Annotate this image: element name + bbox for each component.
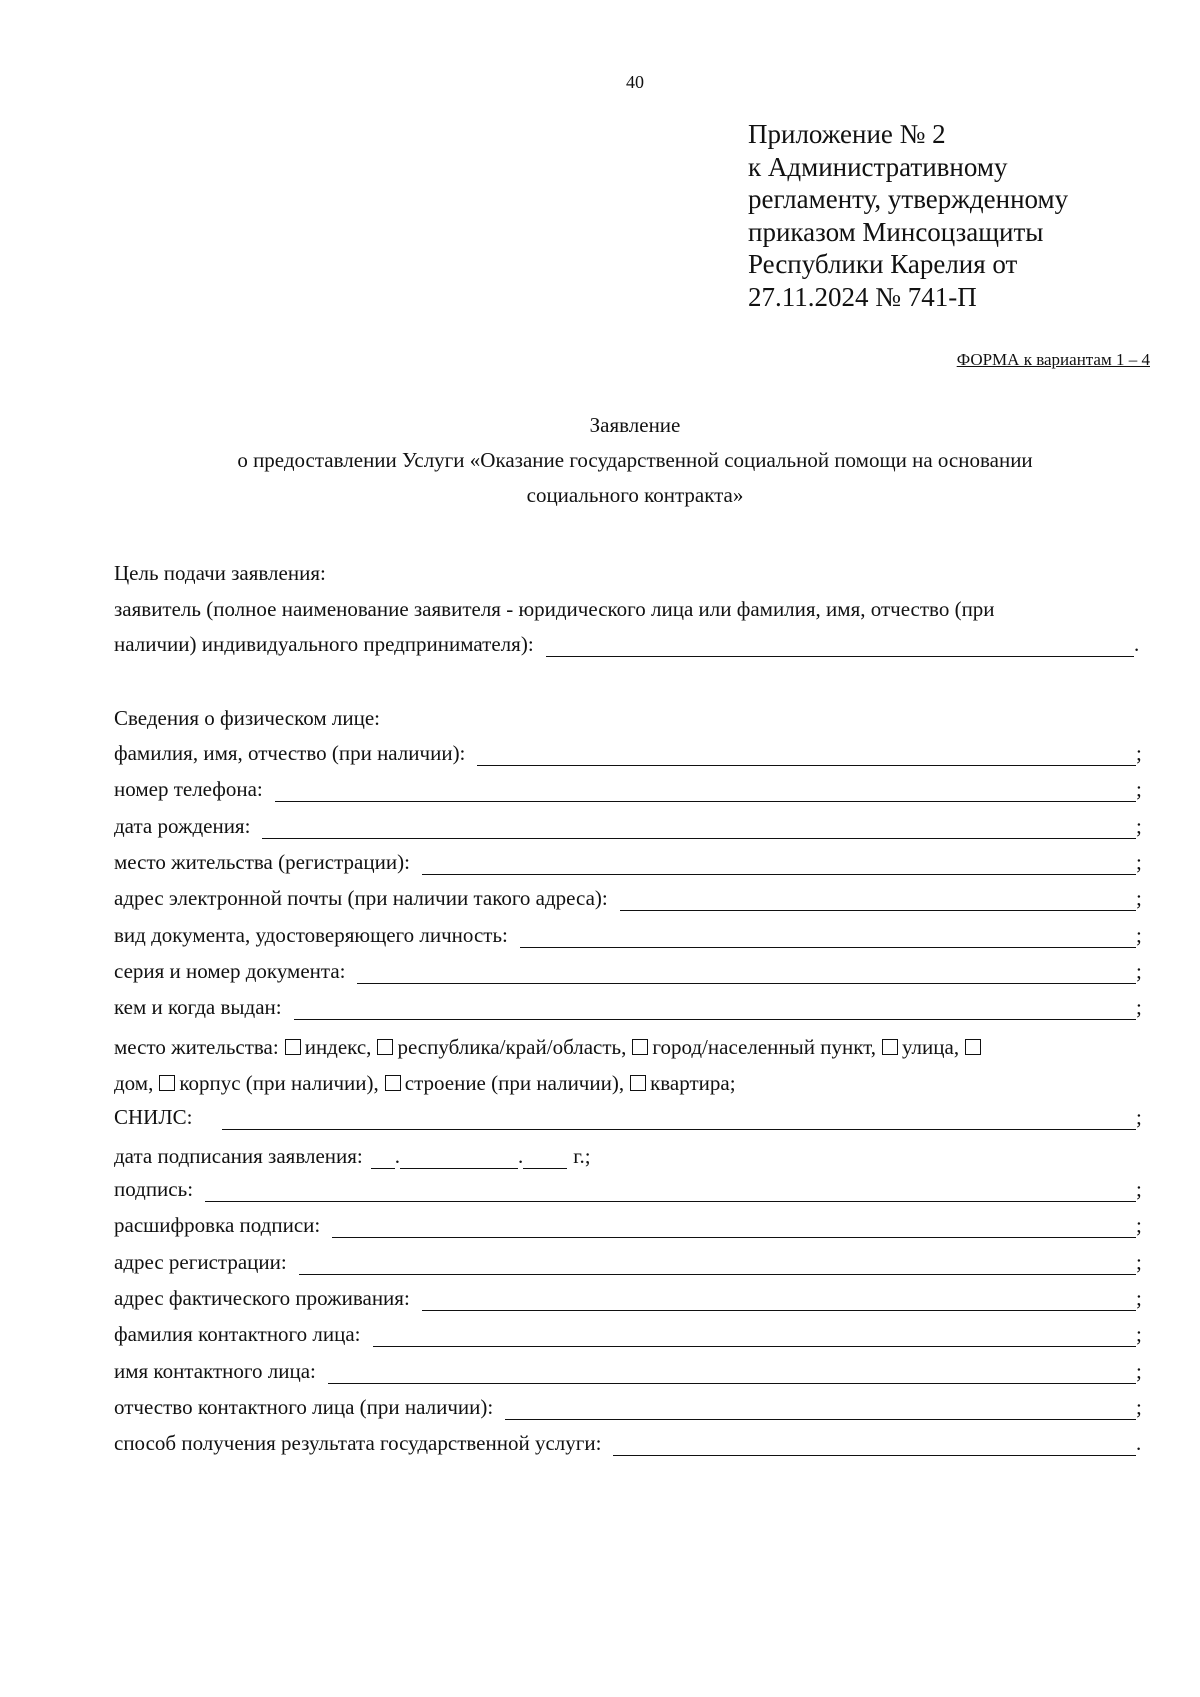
residence-label: место жительства: (114, 1035, 279, 1059)
field-blank[interactable] (373, 1324, 1136, 1347)
field-end: ; (1136, 1249, 1142, 1274)
residence-option: дом, (114, 1071, 154, 1095)
field-blank[interactable] (422, 852, 1136, 875)
applicant-line: заявитель (полное наименование заявителя - юридического лица или фамилия, имя, отчество (при (114, 597, 995, 621)
field-label: фамилия, имя, отчество (при наличии): (114, 741, 466, 765)
field-label: номер телефона: (114, 777, 263, 802)
form-field[interactable] (114, 845, 1144, 875)
field-end: ; (1136, 1394, 1142, 1419)
field-blank[interactable] (328, 1361, 1136, 1384)
signing-date-label: дата подписания заявления: (114, 1144, 363, 1168)
field-end: ; (1136, 849, 1142, 874)
form-field[interactable] (114, 1281, 1144, 1311)
field-blank[interactable] (299, 1252, 1136, 1275)
date-year-blank[interactable] (523, 1148, 567, 1169)
checkbox[interactable] (630, 1075, 646, 1091)
field-label: способ получения результата государственной услуги: (114, 1431, 602, 1456)
checkbox[interactable] (632, 1039, 648, 1055)
form-field[interactable] (114, 1172, 1144, 1202)
field-end: ; (1136, 1213, 1142, 1238)
purpose-heading: Цель подачи заявления: (114, 561, 326, 585)
field-blank[interactable] (275, 779, 1136, 802)
form-field[interactable] (114, 1390, 1144, 1420)
appendix-line: Республики Карелия от (748, 249, 1018, 279)
form-field[interactable] (114, 809, 1144, 839)
field-blank[interactable] (620, 888, 1136, 911)
residence-option: корпус (при наличии), (179, 1071, 379, 1095)
form-field[interactable] (114, 918, 1144, 948)
residence-option: квартира; (650, 1071, 736, 1095)
document-subtitle (0, 443, 1200, 513)
field-label: отчество контактного лица (при наличии): (114, 1394, 494, 1419)
appendix-header (748, 118, 1068, 313)
page-number: 40 (626, 72, 644, 92)
field-blank[interactable] (505, 1397, 1136, 1420)
field-blank[interactable] (332, 1215, 1136, 1238)
appendix-line: к Административному (748, 151, 1008, 182)
field-end: ; (1136, 1358, 1142, 1383)
field-end: ; (1136, 813, 1142, 838)
snils-label: СНИЛС: (114, 1105, 193, 1129)
form-field[interactable] (114, 990, 1144, 1020)
form-field[interactable] (114, 1208, 1144, 1238)
field-blank[interactable] (357, 961, 1136, 984)
checkbox[interactable] (377, 1039, 393, 1055)
appendix-line: Приложение № 2 (748, 119, 946, 149)
residence-option: республика/край/область, (397, 1035, 627, 1059)
field-blank[interactable] (613, 1433, 1136, 1456)
date-day-blank[interactable] (371, 1148, 395, 1169)
residence-line1 (114, 1034, 985, 1060)
field-blank[interactable] (477, 743, 1136, 766)
residence-line2 (114, 1070, 736, 1096)
checkbox[interactable] (965, 1039, 981, 1055)
field-label: фамилия контактного лица: (114, 1322, 361, 1347)
form-field[interactable] (114, 1426, 1144, 1456)
field-blank[interactable] (205, 1179, 1136, 1202)
subtitle-line: о предоставлении Услуги «Оказание государственной социальной помощи на основании (237, 448, 1033, 472)
field-end: ; (1136, 1322, 1142, 1347)
checkbox[interactable] (285, 1039, 301, 1055)
form-field[interactable] (114, 1245, 1144, 1275)
field-end: ; (1136, 741, 1142, 765)
field-end: ; (1136, 1285, 1142, 1310)
field-end: ; (1136, 958, 1142, 983)
field-end: . (1136, 1431, 1142, 1456)
form-field[interactable] (114, 1354, 1144, 1384)
applicant-blank[interactable] (546, 634, 1134, 657)
field-label: адрес фактического проживания: (114, 1285, 410, 1310)
form-label: ФОРМА к вариантам 1 – 4 (956, 350, 1150, 369)
field-label: кем и когда выдан: (114, 995, 282, 1020)
appendix-line: регламенту, утвержденному (748, 184, 1069, 214)
document-title: Заявление (589, 413, 681, 437)
form-field[interactable] (114, 1317, 1144, 1347)
subtitle-line: социального контракта» (526, 483, 744, 507)
person-heading: Сведения о физическом лице: (114, 706, 380, 730)
field-end: ; (1136, 1177, 1142, 1201)
appendix-line: приказом Минсоцзащиты (748, 216, 1044, 247)
field-end: ; (1136, 995, 1142, 1020)
form-field[interactable] (114, 881, 1144, 911)
residence-option: строение (при наличии), (404, 1071, 625, 1095)
residence-option: улица, (901, 1035, 960, 1059)
field-label: подпись: (114, 1177, 194, 1201)
field-label: вид документа, удостоверяющего личность: (114, 922, 508, 947)
checkbox[interactable] (882, 1039, 898, 1055)
date-month-blank[interactable] (400, 1148, 518, 1169)
field-blank[interactable] (520, 925, 1136, 948)
form-field[interactable] (114, 954, 1144, 984)
appendix-line: 27.11.2024 № 741-П (748, 281, 977, 312)
checkbox[interactable] (159, 1075, 175, 1091)
field-label: адрес электронной почты (при наличии такого адреса): (114, 886, 608, 911)
form-field[interactable] (114, 772, 1144, 802)
applicant-label: наличии) индивидуального предпринимателя): (114, 632, 534, 656)
form-field[interactable] (114, 736, 1144, 766)
signing-date-suffix: г.; (573, 1144, 591, 1168)
field-blank[interactable] (294, 997, 1136, 1020)
field-blank[interactable] (262, 816, 1136, 839)
field-end: ; (1136, 922, 1142, 947)
field-end: ; (1136, 777, 1142, 802)
field-label: расшифровка подписи: (114, 1213, 321, 1238)
signing-date-field[interactable]: дата подписания заявления: . . г.; (114, 1144, 591, 1168)
field-label: адрес регистрации: (114, 1249, 287, 1274)
checkbox[interactable] (385, 1075, 401, 1091)
residence-option: индекс, (304, 1035, 372, 1059)
field-label: серия и номер документа: (114, 958, 346, 983)
field-label: место жительства (регистрации): (114, 849, 410, 874)
field-label: дата рождения: (114, 813, 251, 838)
residence-option: город/населенный пункт, (652, 1035, 876, 1059)
field-blank[interactable] (422, 1288, 1136, 1311)
snils-blank[interactable] (222, 1107, 1136, 1130)
field-end: ; (1136, 886, 1142, 911)
snils-field[interactable]: СНИЛС: ; (114, 1105, 1142, 1129)
applicant-field[interactable]: наличии) индивидуального предпринимателя): . (114, 632, 1140, 656)
field-label: имя контактного лица: (114, 1358, 316, 1383)
